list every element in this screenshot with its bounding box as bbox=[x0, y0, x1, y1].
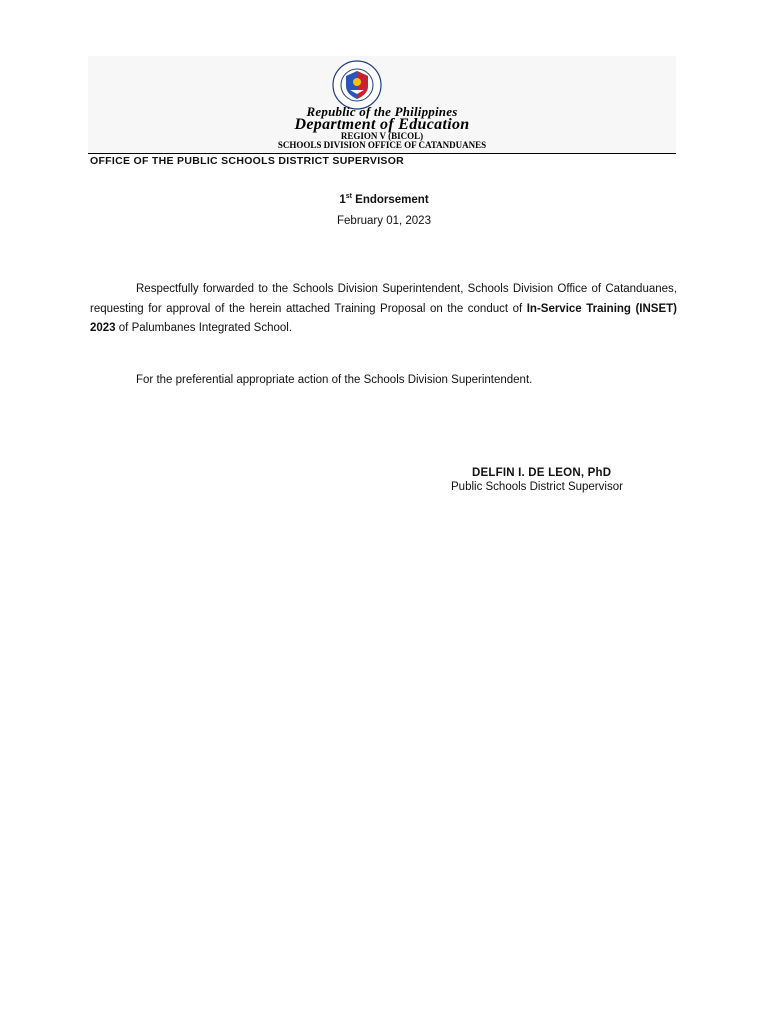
letterhead-department: Department of Education bbox=[294, 116, 470, 133]
endorsement-label: Endorsement bbox=[351, 193, 429, 206]
office-heading: OFFICE OF THE PUBLIC SCHOOLS DISTRICT SUPERVISOR bbox=[90, 155, 405, 167]
signatory-name: DELFIN I. DE LEON, PhD bbox=[472, 467, 612, 479]
body-paragraph-2: For the preferential appropriate action of the Schools Division Superintendent. bbox=[136, 374, 533, 386]
p1-text-after: of Palumbanes Integrated School. bbox=[115, 322, 293, 334]
signatory-title: Public Schools District Supervisor bbox=[451, 481, 623, 493]
endorsement-title bbox=[0, 193, 768, 206]
document-date: February 01, 2023 bbox=[337, 215, 431, 227]
body-paragraph-1 bbox=[90, 280, 677, 339]
letterhead-region: REGION V (BICOL) bbox=[340, 131, 424, 141]
deped-seal-icon bbox=[332, 60, 382, 110]
p1-bold-training: In-Service Training (INSET) 2023 bbox=[90, 302, 677, 334]
header-divider bbox=[88, 153, 676, 154]
letterhead-republic: Republic of the Philippines bbox=[306, 104, 458, 119]
p1-text-before: Respectfully forwarded to the Schools Division Superintendent, Schools Division Office of Catanduanes, requesting for approval of the herein attached Training Proposal on the conduct of bbox=[90, 283, 677, 315]
endorsement-number: 1 bbox=[339, 193, 346, 206]
endorsement-suffix: st bbox=[345, 193, 352, 200]
letterhead-division: SCHOOLS DIVISION OFFICE OF CATANDUANES bbox=[277, 140, 487, 150]
